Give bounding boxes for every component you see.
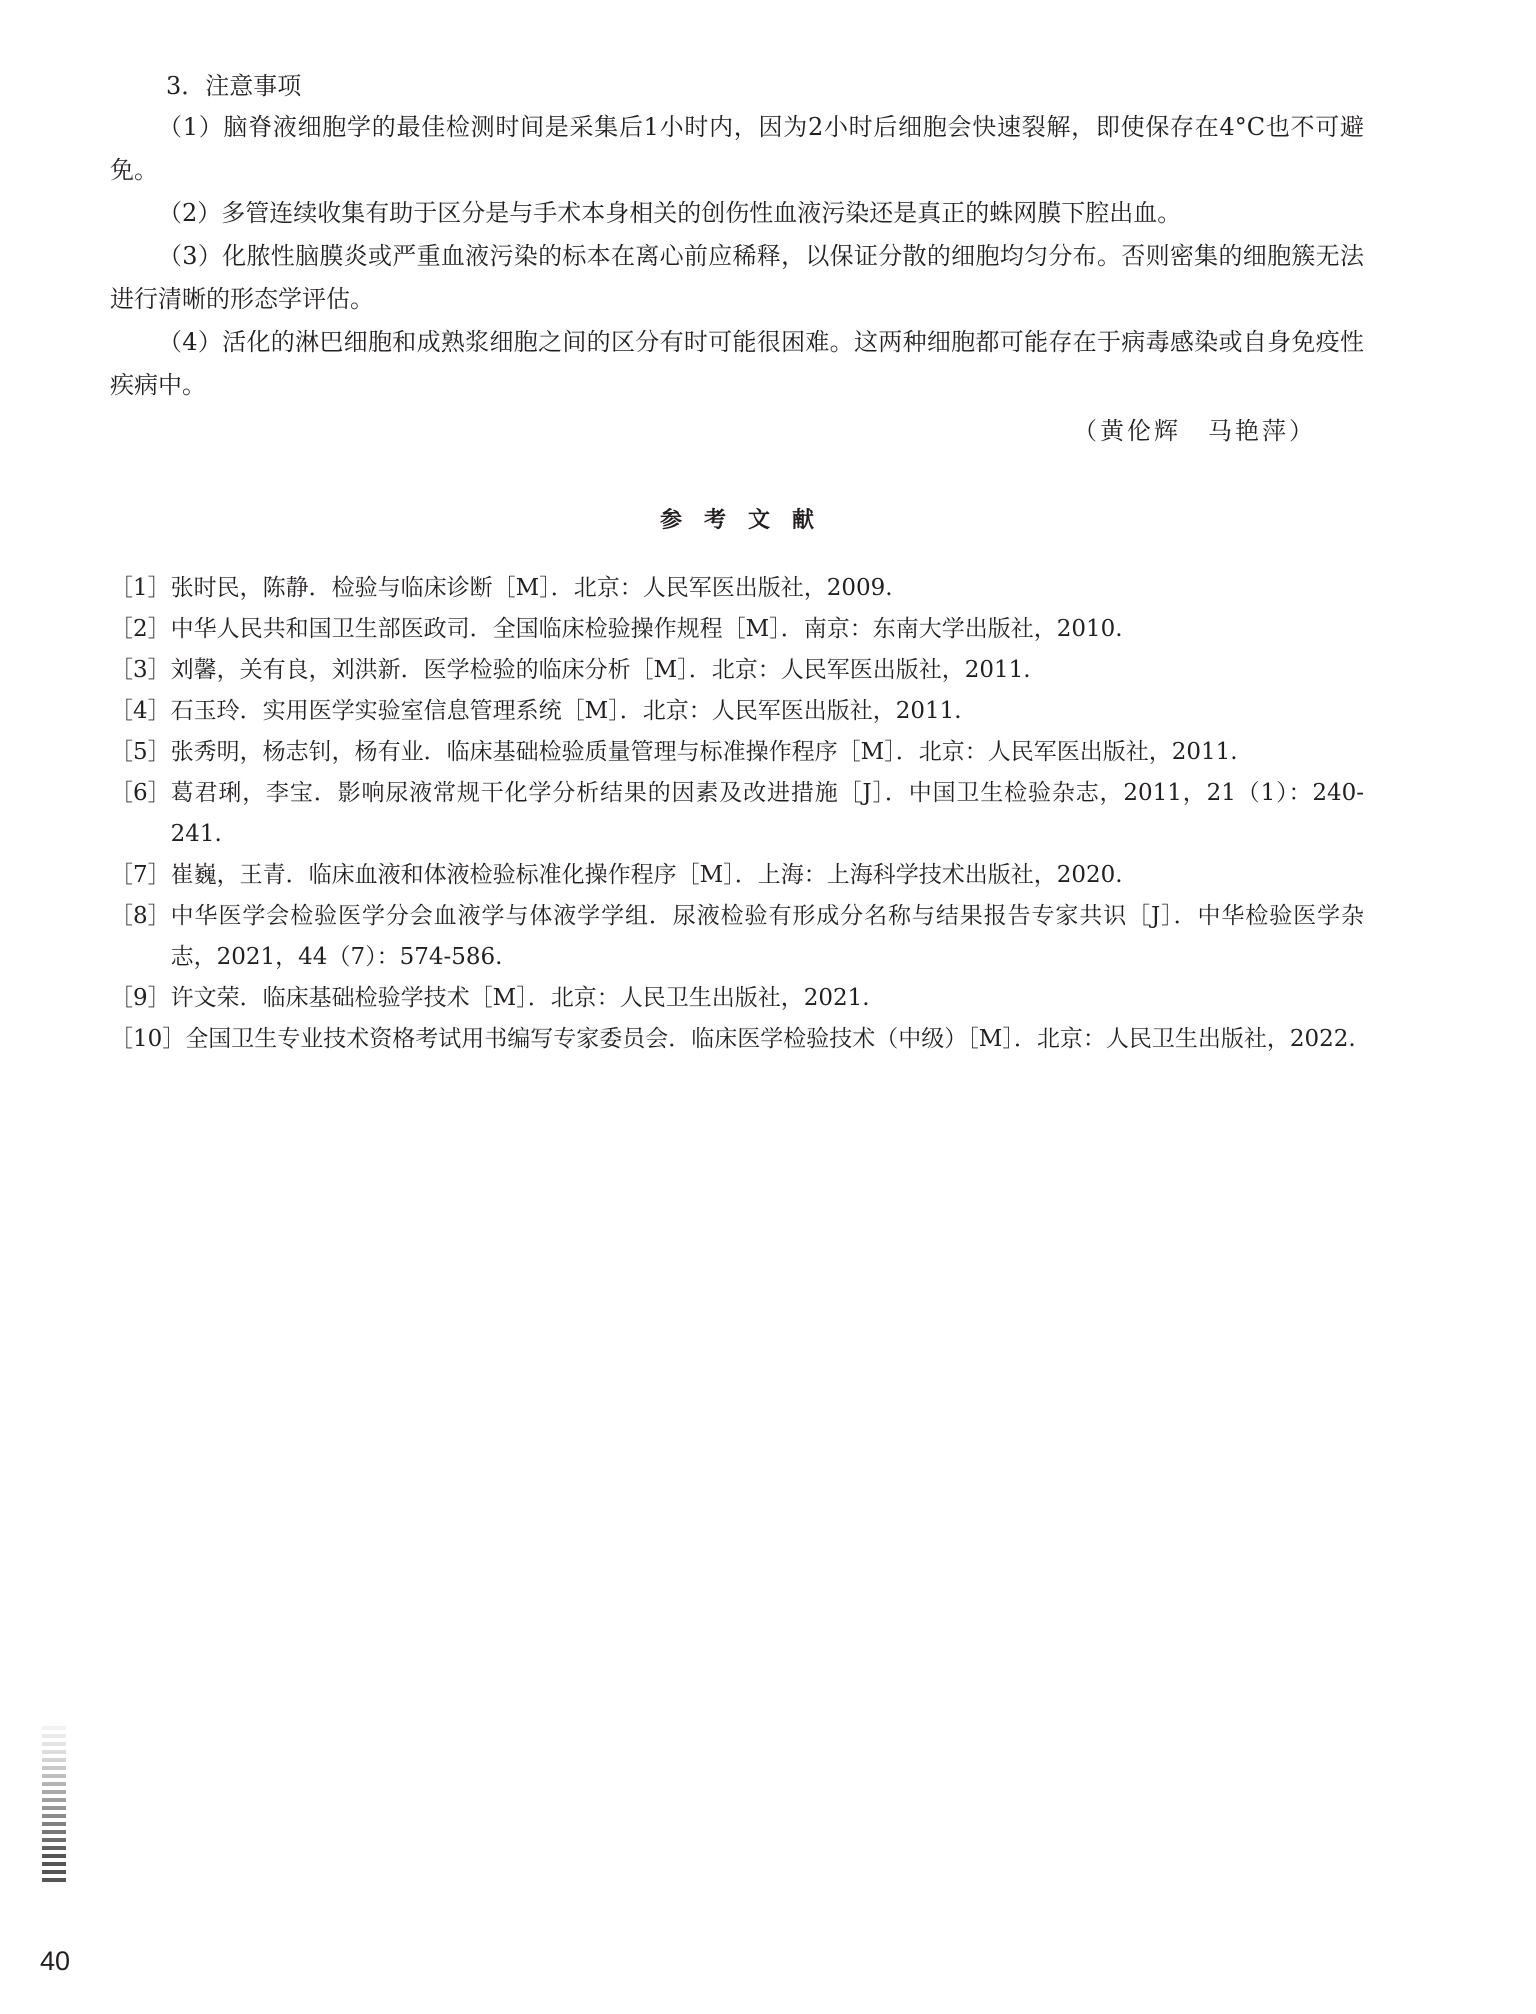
- edge-mark: [42, 1766, 66, 1770]
- reference-text: 石玉玲．实用医学实验室信息管理系统［M］．北京：人民军医出版社，2011.: [170, 698, 962, 724]
- page-content: [110, 66, 1364, 1060]
- reference-text: 许文荣．临床基础检验学技术［M］．北京：人民卫生出版社，2021.: [170, 985, 870, 1011]
- paragraph-4: （4）活化的淋巴细胞和成熟浆细胞之间的区分有时可能很困难。这两种细胞都可能存在于病毒感染或自身免疫性疾病中。: [110, 328, 1364, 399]
- reference-item: [110, 732, 1364, 773]
- reference-text: 中华医学会检验医学分会血液学与体液学学组．尿液检验有形成分名称与结果报告专家共识［J］．中华检验医学杂志，2021，44（7）：574-586.: [170, 903, 1364, 970]
- reference-text: 张秀明，杨志钊，杨有业．临床基础检验质量管理与标准操作程序［M］．北京：人民军医出版社，2011.: [170, 739, 1238, 765]
- edge-mark: [42, 1790, 66, 1794]
- edge-mark: [42, 1774, 66, 1778]
- reference-text: 中华人民共和国卫生部医政司．全国临床检验操作规程［M］．南京：东南大学出版社，2010.: [170, 616, 1123, 642]
- edge-mark: [42, 1830, 66, 1834]
- section-heading: 3．注意事项: [166, 72, 302, 100]
- reference-list: [110, 568, 1364, 1060]
- page-number: 40: [40, 1946, 71, 1976]
- edge-mark: [42, 1862, 66, 1866]
- reference-text: 葛君琍，李宝．影响尿液常规干化学分析结果的因素及改进措施［J］．中国卫生检验杂志，2011，21（1）：240-241.: [170, 780, 1364, 847]
- reference-text: 张时民，陈静．检验与临床诊断［M］．北京：人民军医出版社，2009.: [170, 575, 893, 601]
- author-credit: （黄伦辉 马艳萍）: [1073, 417, 1316, 445]
- paragraph-3: （3）化脓性脑膜炎或严重血液污染的标本在离心前应稀释，以保证分散的细胞均匀分布。否则密集的细胞簇无法进行清晰的形态学评估。: [110, 242, 1364, 313]
- reference-number: ［4］: [110, 698, 171, 724]
- edge-mark: [42, 1822, 66, 1826]
- reference-item: [110, 650, 1364, 691]
- reference-number: ［7］: [110, 862, 171, 888]
- edge-mark: [42, 1846, 66, 1850]
- reference-number: ［8］: [110, 903, 171, 929]
- edge-mark: [42, 1878, 66, 1882]
- reference-text: 全国卫生专业技术资格考试用书编写专家委员会．临床医学检验技术（中级）［M］．北京：人民卫生出版社，2022.: [185, 1026, 1356, 1052]
- reference-text: 刘馨，关有良，刘洪新．医学检验的临床分析［M］．北京：人民军医出版社，2011.: [170, 657, 1031, 683]
- reference-item: [110, 855, 1364, 896]
- paragraph-1: （1）脑脊液细胞学的最佳检测时间是采集后1小时内，因为2小时后细胞会快速裂解，即使保存在4°C也不可避免。: [110, 113, 1364, 184]
- reference-number: ［10］: [110, 1026, 186, 1052]
- references-title: 参考文献: [659, 507, 836, 533]
- edge-mark: [42, 1726, 66, 1730]
- edge-mark: [42, 1742, 66, 1746]
- edge-mark: [42, 1870, 66, 1874]
- reference-item: [110, 896, 1364, 978]
- reference-item: [110, 568, 1364, 609]
- paragraph-2: （2）多管连续收集有助于区分是与手术本身相关的创伤性血液污染还是真正的蛛网膜下腔出血。: [158, 199, 1182, 227]
- reference-number: ［2］: [110, 616, 171, 642]
- edge-mark: [42, 1854, 66, 1858]
- reference-item: [110, 691, 1364, 732]
- reference-item: [110, 1019, 1364, 1060]
- reference-item: [110, 773, 1364, 855]
- edge-mark: [42, 1814, 66, 1818]
- reference-number: ［3］: [110, 657, 171, 683]
- edge-mark: [42, 1782, 66, 1786]
- reference-number: ［5］: [110, 739, 171, 765]
- reference-number: ［6］: [110, 780, 171, 806]
- page-edge-marks: [42, 1726, 66, 1886]
- edge-mark: [42, 1750, 66, 1754]
- reference-item: [110, 978, 1364, 1019]
- edge-mark: [42, 1758, 66, 1762]
- edge-mark: [42, 1734, 66, 1738]
- edge-mark: [42, 1838, 66, 1842]
- edge-mark: [42, 1806, 66, 1810]
- reference-number: ［9］: [110, 985, 171, 1011]
- reference-number: ［1］: [110, 575, 171, 601]
- reference-text: 崔巍，王青．临床血液和体液检验标准化操作程序［M］．上海：上海科学技术出版社，2020.: [170, 862, 1123, 888]
- edge-mark: [42, 1798, 66, 1802]
- reference-item: [110, 609, 1364, 650]
